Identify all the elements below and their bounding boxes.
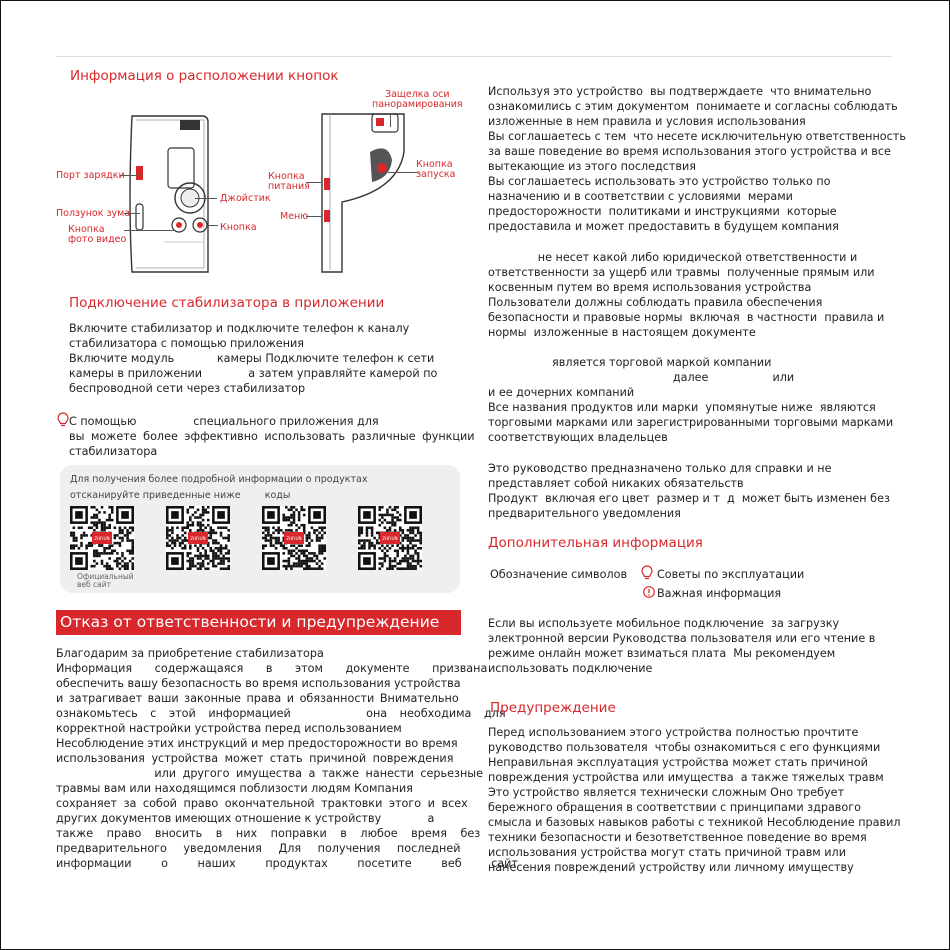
right-para-5 [488,616,893,676]
text-line: электронной версии Руководства пользователя или его чтение в [488,632,876,645]
qr-code[interactable] [262,506,326,570]
right-para-4 [488,461,893,521]
gimbal-side-illustration [318,112,428,274]
extra-info-title: Дополнительная информация [488,535,703,551]
pan-lock-leader [390,113,391,127]
disclaimer-line: предварительного уведомления Для получения последней [56,842,461,855]
text-line: предоставила и может предоставить в будущем компания [488,220,839,233]
disclaimer-line: и затрагивает ваши законные права и обязанности Внимательно [56,692,459,705]
qr-code[interactable] [358,506,422,570]
right-para-2 [488,250,893,340]
label-button: Кнопка [220,222,257,233]
label-joystick: Джойстик [220,193,271,204]
disclaimer-line: также право вносить в них поправки в любое время без [56,827,481,840]
text-line: вытекающие из этого последствия [488,160,697,173]
buttons-section-title: Информация о расположении кнопок [70,68,339,84]
text-line: торговыми марками или зарегистрированными торговыми марками [488,416,894,429]
label-menu: Меню [280,211,309,222]
qr-code-website[interactable] [70,506,134,570]
lightbulb-icon [57,412,69,428]
qr-logo-text: ZHIYUN [190,536,206,541]
text-line: и ее дочерних компаний [488,386,635,399]
menu-leader [306,216,322,217]
symbol-important-text: Важная информация [657,587,782,600]
right-para-3 [488,355,893,445]
text-line: представляет собой никаких обязательств [488,477,744,490]
text-line: Перед использованием этого устройства полностью прочтите [488,726,859,739]
qr-logo-text: ZHIYUN [286,536,302,541]
label-charging-port: Порт зарядки [56,170,125,181]
text-line: использовать подключение [488,662,653,675]
disclaimer-line: ознакомьтесь с этой информацией она необходима для [56,707,506,720]
app-line: Включите модуль камеры Подключите телефон к сети [69,352,435,365]
disclaimer-line: травмы вам или находящимся поблизости людям Компания [56,782,413,795]
app-line: беспроводной сети через стабилизатор [69,382,306,395]
text-line: Пользователи должны соблюдать правила обеспечения [488,296,823,309]
text-line: Это руководство предназначено только для справки и не [488,462,832,475]
text-line: не несет какой либо юридической ответственности и [488,251,858,264]
disclaimer-line: Информация содержащаяся в этом документе призвана [56,662,488,675]
app-section-body [69,321,459,396]
app-line: Включите стабилизатор и подключите телефон к каналу [69,322,410,335]
text-line: ответственности за ущерб или травмы полученные прямым или [488,266,875,279]
disclaimer-line: Несоблюдение этих инструкций и мер предосторожности во время [56,737,458,750]
app-section-title: Подключение стабилизатора в приложении [69,295,385,311]
text-line: предосторожности политиками и инструкциями которые [488,205,837,218]
text-line: нанесения повреждений устройству или личному имуществу [488,861,854,874]
text-line: Это устройство является технически сложным Оно требует [488,786,845,799]
disclaimer-body [56,646,518,871]
lightbulb-icon [641,565,653,581]
text-line: смысла и базовых навыков работы с техникой Несоблюдение правил [488,816,901,829]
text-line: Если вы используете мобильное подключение за загрузку [488,617,840,630]
text-line: изложенные в нем правила и условия использования [488,115,806,128]
text-line: руководство пользователя чтобы ознакомиться с его функциями [488,741,881,754]
qr-logo-text: ZHIYUN [382,536,398,541]
qr-caption-website: Официальный веб сайт [77,572,134,589]
symbol-tip-text: Советы по эксплуатации [657,568,805,581]
label-zoom-slider: Ползунок зума [56,208,131,219]
disclaimer-line: Благодарим за приобретение стабилизатора [56,647,324,660]
text-line: безопасности и правовые нормы включая в частности правила и [488,311,885,324]
text-line: Вы соглашаетесь с тем что несете исключительную ответственность [488,130,906,143]
qr-code[interactable] [166,506,230,570]
text-line: косвенным путем во время использования устройства [488,281,812,294]
text-line: бережного обращения в соответствии с принципами здравого [488,801,861,814]
disclaimer-line: корректной настройки устройства перед использованием [56,722,402,735]
text-line: повреждения устройства или имущества а также тяжелых травм [488,771,884,784]
important-info-icon [643,586,655,598]
photo-video-leader [124,230,176,231]
button-leader [206,225,218,226]
gimbal-front-illustration [120,112,220,274]
right-para-6 [488,725,901,875]
text-line: Неправильная эксплуатация устройства может стать причиной [488,756,868,769]
disclaimer-line: сохраняет за собой право окончательной трактовки этого и всех [56,797,468,810]
disclaimer-line: или другого имущества а также нанести серьезные [56,767,483,780]
text-line: далее или [488,371,795,384]
qr-logo-text: ZHIYUN [94,536,110,541]
text-line: использования устройства могут стать причиной травм или [488,846,846,859]
text-line: за ваше поведение во время использования этого устройства и все [488,145,891,158]
right-para-1 [488,84,906,234]
app-line: стабилизатора с помощью приложения [69,337,305,350]
text-line: Вы соглашаетесь использовать это устройство только по [488,175,831,188]
top-divider [56,56,892,57]
text-line: нормы изложенные в настоящем документе [488,326,756,339]
tip-line: С помощью специального приложения для [69,415,379,428]
text-line: техники безопасности и безответственное поведение во время [488,831,867,844]
joystick-leader [195,198,217,199]
disclaimer-line: информации о наших продуктах посетите веб сайт [56,857,518,870]
tip-line: вы можете более эффективно использовать различные функции [69,430,475,443]
text-line: режиме онлайн может взиматься плата Мы рекомендуем [488,647,836,660]
text-line: Продукт включая его цвет размер и т д может быть изменен без [488,492,890,505]
qr-info-line2: отсканируйте приведенные ниже коды [70,490,291,501]
disclaimer-line: других документов имеющих отношение к устройству а [56,812,435,825]
disclaimer-banner: Отказ от ответственности и предупреждение [56,610,461,635]
label-pan-lock: Защелка оси панорамирования [372,89,463,110]
text-line: Используя это устройство вы подтверждаете что внимательно [488,85,872,98]
text-line: назначению и в соответствии с условиями мерами [488,190,793,203]
tip-block [69,414,475,459]
text-line: Все названия продуктов или марки упомянутые ниже являются [488,401,876,414]
tip-line: стабилизатора [69,445,158,458]
text-line: соответствующих владельцев [488,431,668,444]
warning-title: Предупреждение [490,700,616,716]
text-line: является торговой маркой компании [488,356,772,369]
label-trigger-button: Кнопка запуска [416,159,456,180]
disclaimer-line: обеспечить вашу безопасность во время использования устройства [56,677,461,690]
text-line: предварительного уведомления [488,507,681,520]
disclaimer-line: использования устройства может стать причиной повреждения [56,752,454,765]
qr-info-line1: Для получения более подробной информации о продуктах [70,474,368,485]
text-line: ознакомились с этим документом понимаете и согласны соблюдать [488,100,898,113]
label-power-button: Кнопка питания [268,171,310,192]
label-photo-video-button: Кнопка фото видео [68,224,127,245]
app-line: камеры в приложении а затем управляйте камерой по [69,367,438,380]
trigger-leader [388,172,418,173]
symbols-label: Обозначение символов [490,568,628,581]
